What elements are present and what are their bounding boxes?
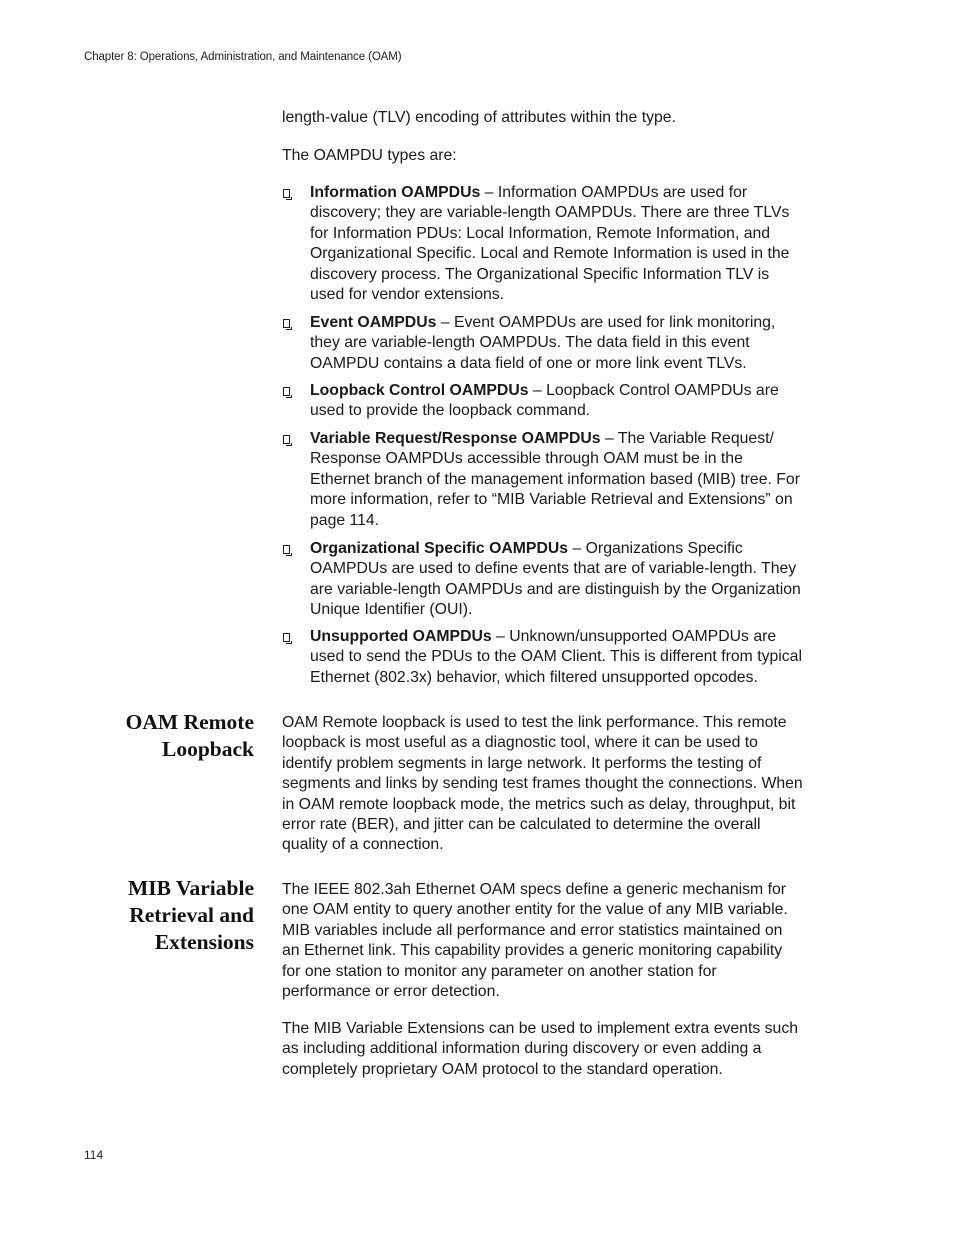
running-header: Chapter 8: Operations, Administration, and Maintenance (OAM) — [84, 51, 402, 63]
mib-variable-paragraph-1: The IEEE 802.3ah Ethernet OAM specs define a generic mechanism for one OAM entity to query another entity for the value of any MIB variable. MIB variables include all performance and error statistics maintained on an Ethernet link. This capability provides a generic monitoring capability for one station to monitor any parameter on another station for performance or error detection. — [282, 881, 788, 1001]
bullet-term: Information OAMPDUs — [310, 184, 481, 201]
list-item: Event OAMPDUs – Event OAMPDUs are used for link monitoring, they are variable-length OAMPDUs. The data field in this event OAMPDU contains a data field of one or more link event TLVs. — [282, 313, 844, 374]
section-heading-mib-variable: MIB Variable Retrieval and Extensions — [127, 876, 254, 954]
mib-variable-paragraph-2: The MIB Variable Extensions can be used to implement extra events such as including additional information during discovery or even adding a completely proprietary OAM protocol to the standard operation. — [282, 1020, 799, 1078]
checkbox-bullet-icon — [283, 189, 290, 198]
list-item: Variable Request/Response OAMPDUs – The Variable Request/ Response OAMPDUs accessible through OAM must be in the Ethernet branch of the management information based (MIB) tree. For more information, refer to “MIB Variable Retrieval and Extensions” on page 114. — [282, 429, 844, 531]
checkbox-bullet-icon — [283, 387, 290, 396]
section-heading-oam-remote-loopback: OAM Remote Loopback — [125, 710, 254, 761]
list-item: Unsupported OAMPDUs – Unknown/unsupported OAMPDUs are used to send the PDUs to the OAM Client. This is different from typical Ethernet (802.3x) behavior, which filtered unsupported opcodes. — [282, 627, 844, 688]
intro-line-2: The OAMPDU types are: — [282, 147, 457, 164]
bullet-term: Loopback Control OAMPDUs — [310, 382, 529, 399]
bullet-term: Unsupported OAMPDUs — [310, 628, 492, 645]
list-item: Loopback Control OAMPDUs – Loopback Control OAMPDUs are used to provide the loopback command. — [282, 381, 844, 422]
list-item: Information OAMPDUs – Information OAMPDUs are used for discovery; they are variable-length OAMPDUs. There are three TLVs for Information PDUs: Local Information, Remote Information, and Organizational Specific. Local and Remote Information is used in the discovery process. The Organizational Specific Information TLV is used for vendor extensions. — [282, 183, 844, 305]
checkbox-bullet-icon — [283, 633, 290, 642]
oam-remote-loopback-paragraph: OAM Remote loopback is used to test the link performance. This remote loopback is most useful as a diagnostic tool, where it can be used to identify problem segments in large network. It performs the testing of segments and links by sending test frames thought the connections. When in OAM remote loopback mode, the metrics such as delay, throughput, bit error rate (BER), and jitter can be calculated to determine the overall quality of a connection. — [282, 714, 803, 854]
checkbox-bullet-icon — [283, 435, 290, 444]
intro-line-1: length-value (TLV) encoding of attributes within the type. — [282, 109, 676, 126]
page-number: 114 — [84, 1148, 104, 1162]
checkbox-bullet-icon — [283, 319, 290, 328]
bullet-term: Variable Request/Response OAMPDUs — [310, 430, 601, 447]
bullet-term: Organizational Specific OAMPDUs — [310, 540, 569, 557]
bullet-term: Event OAMPDUs — [310, 314, 437, 331]
checkbox-bullet-icon — [283, 545, 290, 554]
list-item: Organizational Specific OAMPDUs – Organizations Specific OAMPDUs are used to define events that are of variable-length. They are variable-length OAMPDUs and are distinguish by the Organization Unique Identifier (OUI). — [282, 539, 844, 621]
